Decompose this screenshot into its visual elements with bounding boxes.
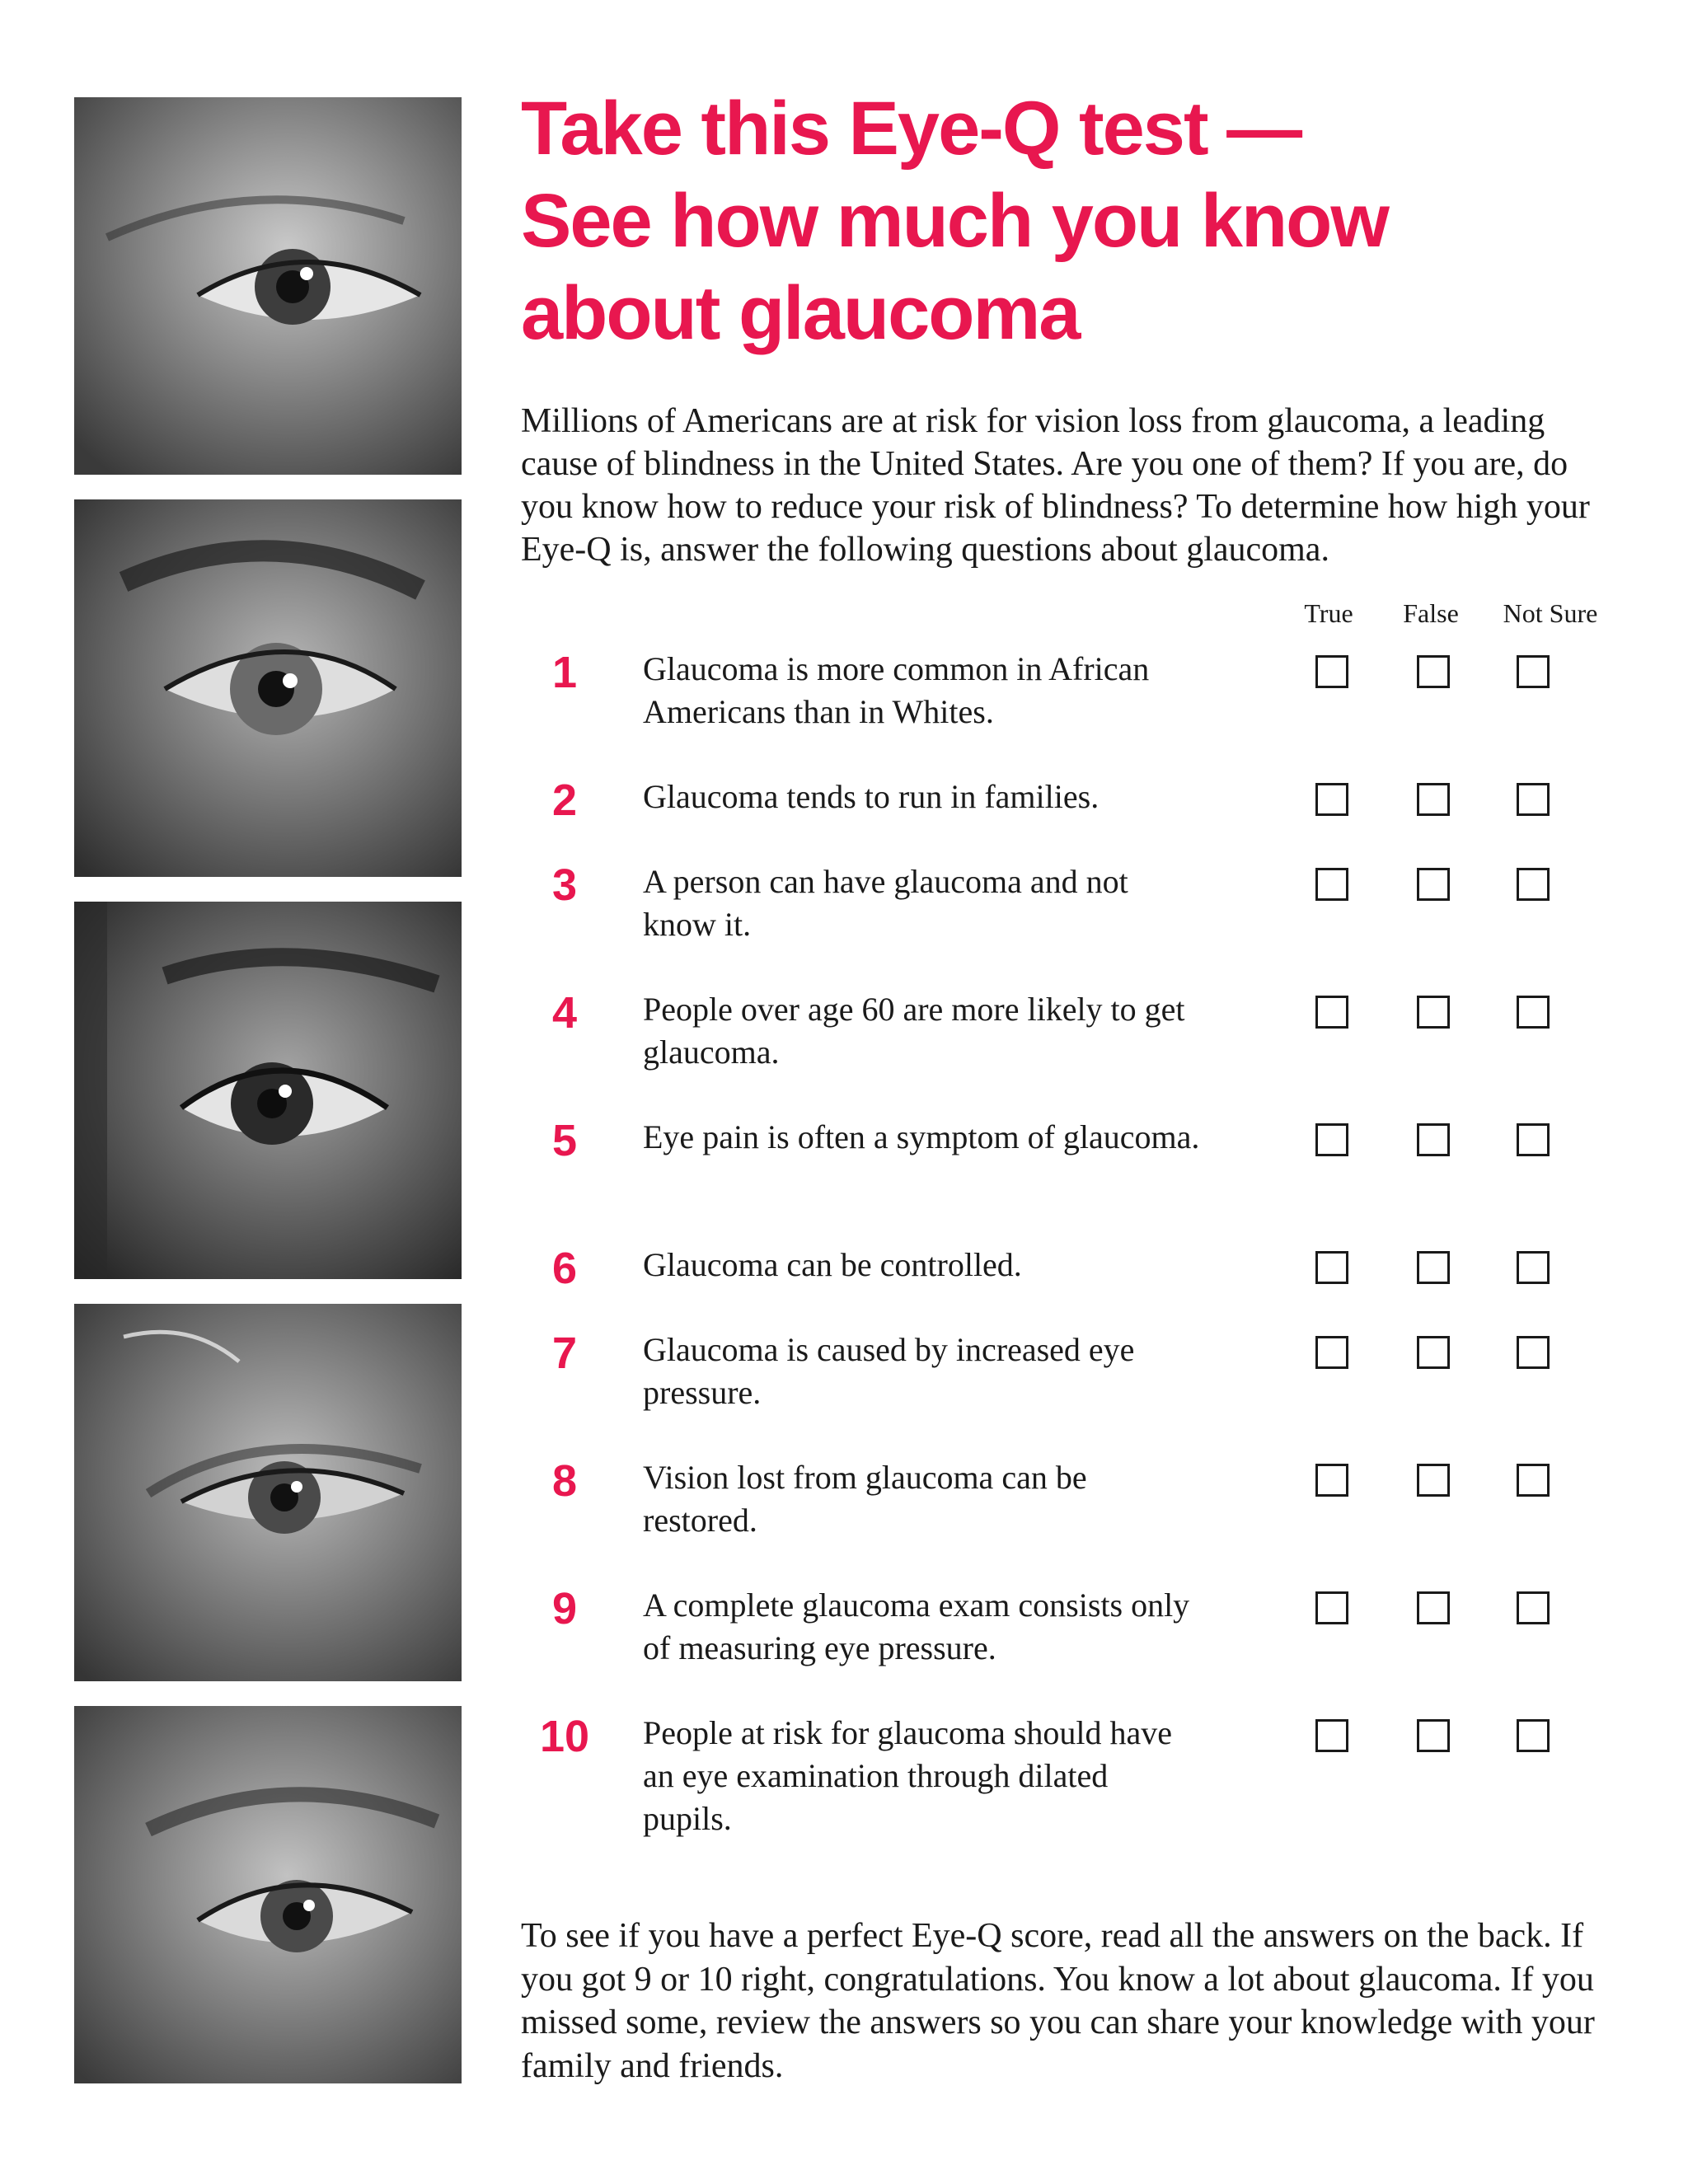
question-number: 2: [551, 776, 578, 825]
question-number: 8: [551, 1456, 578, 1506]
checkbox-true[interactable]: [1315, 1719, 1348, 1752]
eye-photo-3: [74, 902, 462, 1279]
column-header-true: True: [1304, 598, 1353, 628]
question-text: People at risk for glaucoma should have an eye examination through dilated pupils.: [643, 1714, 1173, 1837]
question-number: 10: [539, 1712, 590, 1761]
column-header-false: False: [1403, 598, 1459, 628]
question-text: Glaucoma is more common in African Americans than in Whites.: [643, 650, 1150, 730]
checkbox-not-sure[interactable]: [1517, 868, 1550, 901]
eye-photo-4: [74, 1304, 462, 1681]
checkbox-false[interactable]: [1417, 1591, 1450, 1624]
checkbox-not-sure[interactable]: [1517, 1591, 1550, 1624]
checkbox-true[interactable]: [1315, 783, 1348, 816]
question-text: A person can have glaucoma and not know it.: [643, 863, 1128, 943]
checkbox-not-sure[interactable]: [1517, 1123, 1550, 1156]
checkbox-true[interactable]: [1315, 1591, 1348, 1624]
eye-photo-1: [74, 97, 462, 475]
question-number: 3: [551, 860, 578, 910]
question-number: 7: [551, 1329, 578, 1378]
checkbox-false[interactable]: [1417, 1719, 1450, 1752]
checkbox-not-sure[interactable]: [1517, 655, 1550, 688]
checkbox-false[interactable]: [1417, 783, 1450, 816]
column-header-not-sure: Not Sure: [1503, 598, 1598, 628]
checkbox-not-sure[interactable]: [1517, 1336, 1550, 1369]
checkbox-false[interactable]: [1417, 996, 1450, 1029]
checkbox-false[interactable]: [1417, 1123, 1450, 1156]
checkbox-true[interactable]: [1315, 996, 1348, 1029]
question-number: 5: [551, 1116, 578, 1165]
question-text: Glaucoma can be controlled.: [643, 1246, 1022, 1283]
checkbox-true[interactable]: [1315, 1464, 1348, 1497]
title-line: See how much you know: [521, 179, 1388, 263]
question-number: 9: [551, 1584, 578, 1633]
checkbox-false[interactable]: [1417, 1464, 1450, 1497]
closing-paragraph: To see if you have a perfect Eye-Q score, read all the answers on the back. If you got 9 or 10 right, congratulations. You know a lot about glaucoma. If you missed some, review the answers so you can share your knowledge with your family and friends.: [521, 1917, 1595, 2085]
checkbox-not-sure[interactable]: [1517, 1719, 1550, 1752]
eye-photo-5: [74, 1706, 462, 2083]
question-number: 4: [551, 988, 578, 1038]
checkbox-false[interactable]: [1417, 868, 1450, 901]
checkbox-false[interactable]: [1417, 1251, 1450, 1284]
checkbox-not-sure[interactable]: [1517, 1464, 1550, 1497]
title-line: Take this Eye-Q test —: [521, 87, 1301, 171]
question-text: People over age 60 are more likely to get glaucoma.: [643, 991, 1185, 1071]
question-number: 6: [551, 1244, 578, 1293]
checkbox-not-sure[interactable]: [1517, 1251, 1550, 1284]
question-text: Glaucoma is caused by increased eye pressure.: [643, 1331, 1135, 1411]
checkbox-false[interactable]: [1417, 1336, 1450, 1369]
checkbox-true[interactable]: [1315, 655, 1348, 688]
page-title: [521, 82, 1658, 359]
question-text: Glaucoma tends to run in families.: [643, 778, 1100, 815]
checkbox-true[interactable]: [1315, 1251, 1348, 1284]
question-text: A complete glaucoma exam consists only of measuring eye pressure.: [643, 1586, 1190, 1666]
question-text: Vision lost from glaucoma can be restored.: [643, 1459, 1087, 1539]
question-number: 1: [551, 648, 578, 697]
question-text: Eye pain is often a symptom of glaucoma.: [643, 1118, 1200, 1155]
eye-photo-2: [74, 499, 462, 877]
intro-paragraph: Millions of Americans are at risk for vision loss from glaucoma, a leading cause of blindness in the United States. Are you one of them? If you are, do you know how to reduce your risk of blindness? To determine how high your Eye-Q is, answer the following questions about glaucoma.: [521, 402, 1590, 569]
checkbox-not-sure[interactable]: [1517, 783, 1550, 816]
checkbox-true[interactable]: [1315, 1336, 1348, 1369]
checkbox-true[interactable]: [1315, 868, 1348, 901]
checkbox-false[interactable]: [1417, 655, 1450, 688]
checkbox-true[interactable]: [1315, 1123, 1348, 1156]
checkbox-not-sure[interactable]: [1517, 996, 1550, 1029]
title-line: about glaucoma: [521, 271, 1080, 355]
